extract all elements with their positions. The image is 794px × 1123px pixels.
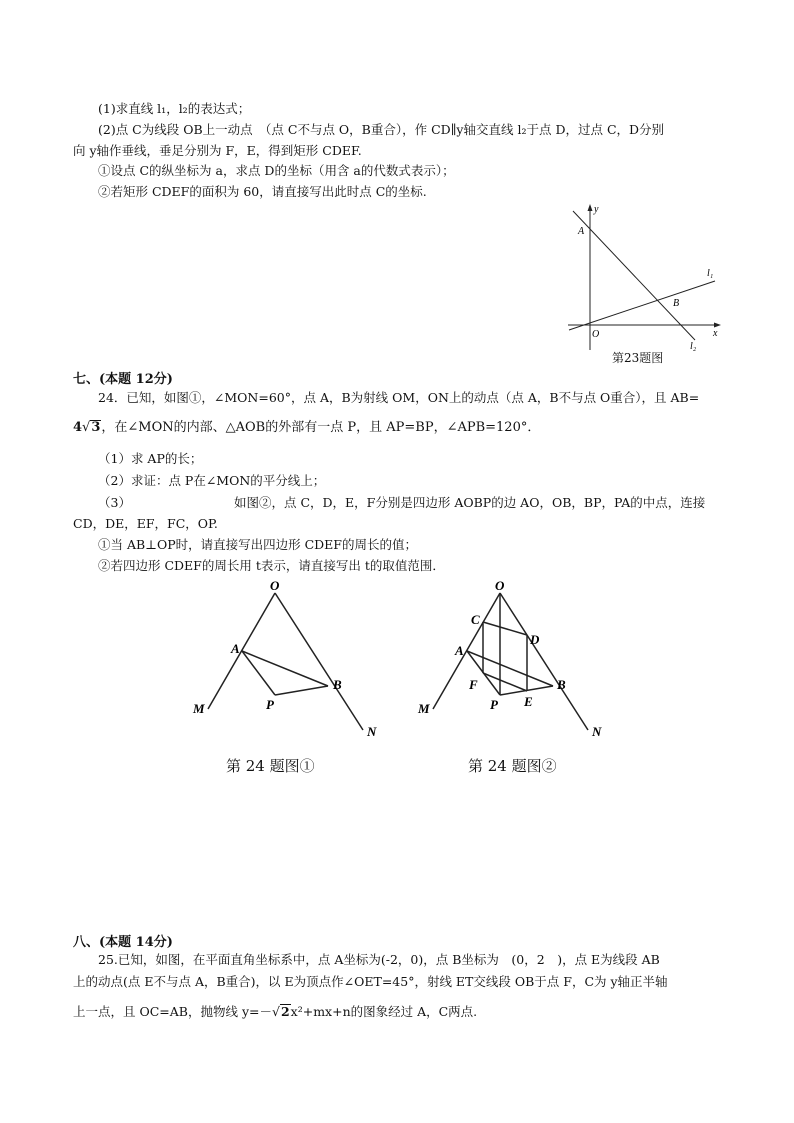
label-M: M (418, 701, 430, 716)
q23-figure (565, 202, 725, 362)
q25-line3-post: x²+mx+n的图象经过 A，C两点. (290, 1004, 478, 1019)
label-l2: l₂ (690, 341, 697, 352)
segment-PB (275, 686, 328, 695)
y-axis-arrow (588, 204, 593, 211)
label-C: C (471, 612, 480, 627)
label-l1: l₁ (707, 268, 714, 279)
q24-figure2 (413, 578, 613, 745)
sqrt-sign: √ (82, 420, 91, 435)
ray-ON (500, 593, 588, 730)
label-O: O (592, 329, 600, 340)
label-A: A (455, 643, 464, 658)
label-P: P (490, 697, 498, 712)
label-B: B (557, 677, 566, 692)
q24-part3-number: （3） (98, 495, 131, 510)
label-N: N (367, 724, 377, 739)
q24-line2 (73, 419, 540, 437)
q23-sub1: ①设点 C的纵坐标为 a，求点 D的坐标（用含 a的代数式表示）； (98, 163, 455, 178)
label-F: F (469, 677, 478, 692)
label-y: y (594, 204, 599, 215)
label-M: M (193, 701, 205, 716)
q24-part3-text: 如图②，点 C，D，E，F分别是四边形 AOBP的边 AO，OB，BP，PA的中点，连接 (234, 495, 706, 510)
label-A: A (578, 226, 585, 237)
line-l2 (573, 211, 695, 340)
ray-OM (433, 593, 500, 709)
label-O: O (495, 578, 505, 593)
label-P: P (266, 697, 274, 712)
q24-ab-coefficient: 4 (73, 420, 83, 435)
q24-part1: （1）求 AP的长； (98, 451, 203, 466)
label-B: B (673, 298, 680, 309)
q25-line1: 25.已知，如图，在平面直角坐标系中，点 A坐标为(-2，0)，点 B坐标为 (0，2 )，点 E为线段 AB (98, 952, 660, 967)
q23-sub2: ②若矩形 CDEF的面积为 60，请直接写出此时点 C的坐标. (98, 184, 427, 199)
q24-figure1-caption: 第 24 题图① (226, 757, 315, 775)
q24-part3-cont: CD，DE，EF，FC，OP. (73, 516, 218, 531)
q23-part1: (1)求直线 l₁，l₂的表达式； (98, 101, 251, 116)
q24-part2: （2）求证：点 P在∠MON的平分线上； (98, 473, 326, 488)
section8-heading: 八、(本题 14分) (73, 935, 173, 950)
label-O: O (270, 578, 280, 593)
x-axis-arrow (714, 323, 721, 328)
label-B: B (333, 677, 342, 692)
q23-part2-line2: 向 y轴作垂线，垂足分别为 F，E，得到矩形 CDEF. (73, 143, 362, 158)
q24-figure2-caption: 第 24 题图② (468, 757, 557, 775)
ray-ON (275, 593, 363, 730)
ray-OM (208, 593, 275, 709)
q24-ab-radicand: 3 (91, 420, 101, 435)
section7-heading: 七、(本题 12分) (73, 372, 173, 387)
q23-part2-line1: (2)点 C为线段 OB上一动点 （点 C不与点 O，B重合），作 CD∥y轴交直线 l₂于点 D，过点 C，D分别 (98, 122, 665, 137)
q24-line2-rest: ，在∠MON的内部、△AOB的外部有一点 P，且 AP=BP，∠APB=120°． (101, 420, 541, 435)
q24-line1: 24．已知，如图①，∠MON=60°，点 A，B为射线 OM，ON上的动点（点 A，B不与点 O重合），且 AB= (98, 390, 700, 405)
label-E: E (524, 694, 533, 709)
label-D: D (530, 632, 540, 647)
q25-line3 (73, 1003, 477, 1021)
q25-radicand: 2 (280, 1004, 290, 1019)
q24-sub2: ②若四边形 CDEF的周长用 t表示，请直接写出 t的取值范围． (98, 558, 445, 573)
q23-figure-caption: 第23题图 (612, 351, 664, 365)
line-l1 (569, 281, 715, 330)
q24-sub1: ①当 AB⊥OP时，请直接写出四边形 CDEF的周长的值； (98, 537, 417, 552)
label-x: x (713, 328, 718, 339)
q25-line3-pre: 上一点，且 OC=AB，抛物线 y=－ (73, 1004, 272, 1019)
label-A: A (231, 641, 240, 656)
q25-line2: 上的动点(点 E不与点 A，B重合)，以 E为顶点作∠OET=45°，射线 ET交线段 OB于点 F，C为 y轴正半轴 (73, 974, 668, 989)
sqrt-sign: √ (271, 1004, 280, 1019)
label-N: N (592, 724, 602, 739)
q24-figure1 (188, 578, 388, 745)
